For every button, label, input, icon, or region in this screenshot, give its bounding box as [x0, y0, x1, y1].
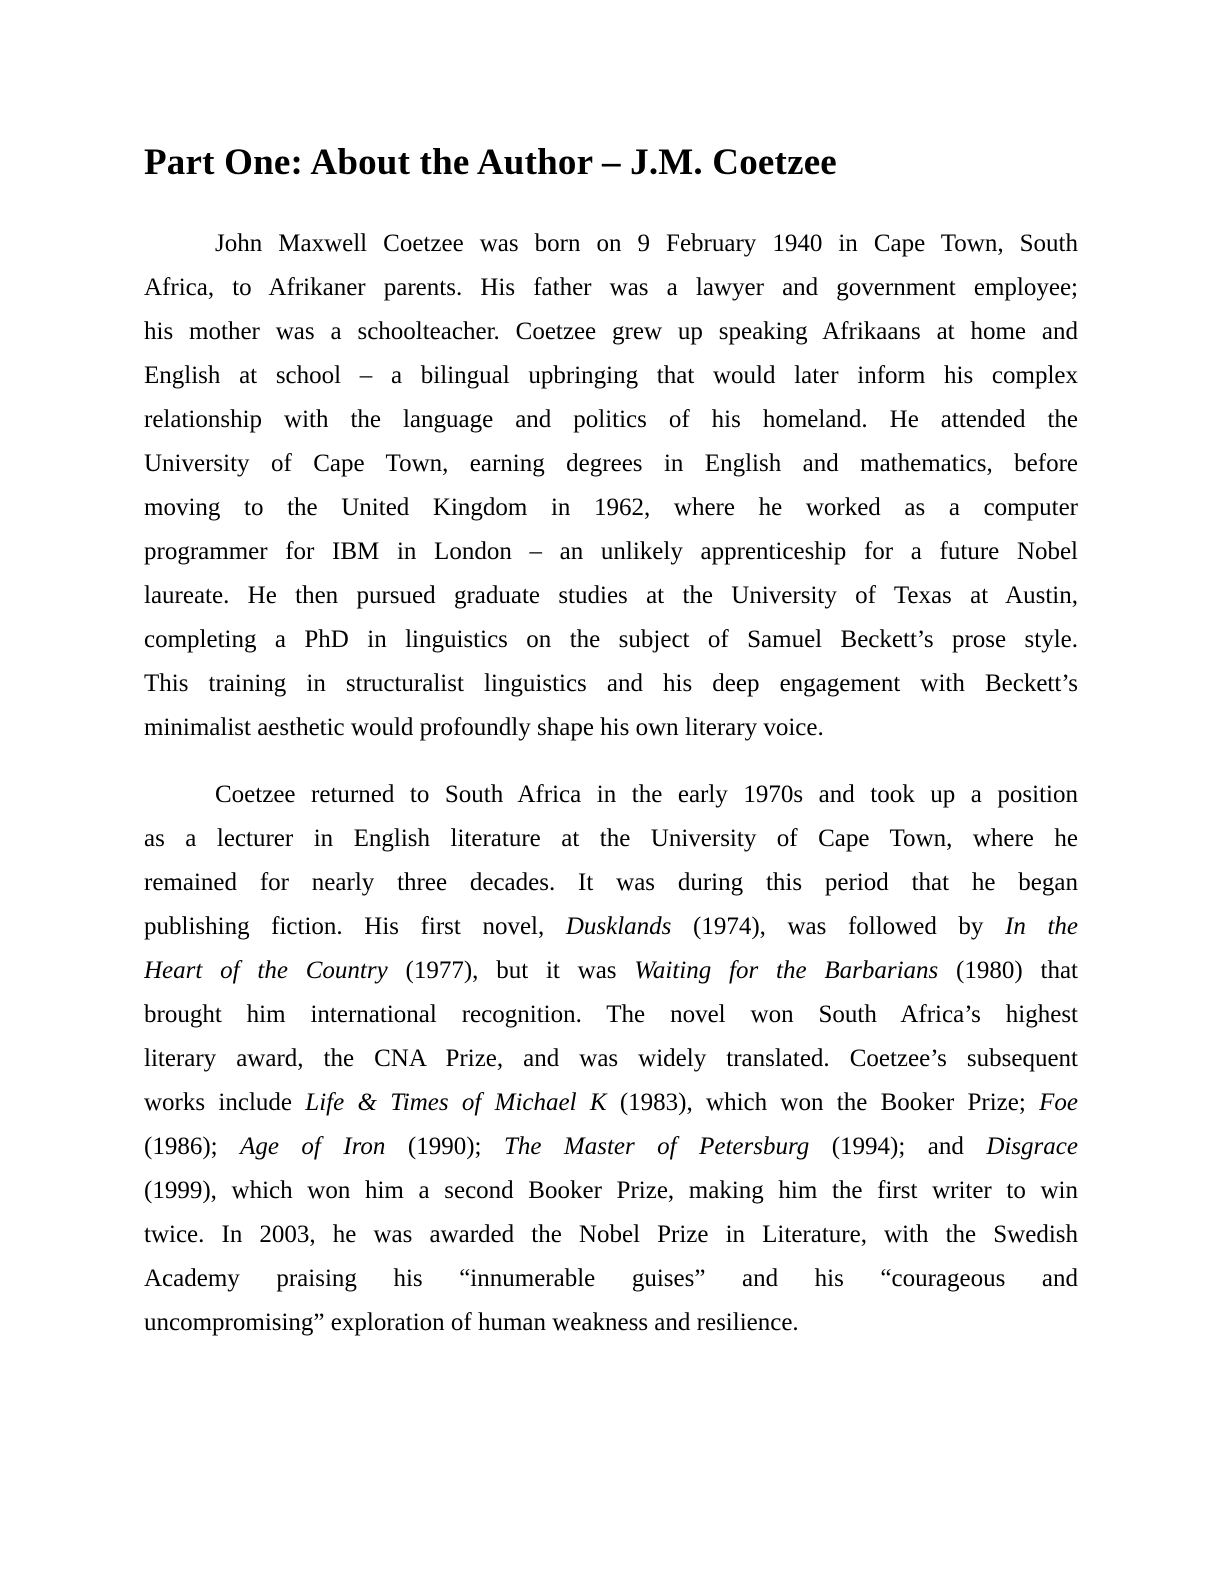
text-line — [144, 574, 1078, 618]
book-title-italic: Dusklands — [565, 913, 672, 940]
text-line — [144, 442, 1078, 486]
book-title-italic: Disgrace — [986, 1133, 1078, 1160]
text-segment: literary award, the CNA Prize, and was widely translated. Coetzee’s subsequent — [144, 1045, 1078, 1072]
text-segment: (1983), which won the Booker Prize; — [606, 1089, 1040, 1116]
text-line — [144, 1125, 1078, 1169]
text-line — [144, 861, 1078, 905]
book-title-italic: In the — [1005, 913, 1078, 940]
text-segment: University of Cape Town, earning degrees in English and mathematics, before — [144, 450, 1078, 477]
book-title-italic: The Master of Petersburg — [503, 1133, 810, 1160]
text-segment: This training in structuralist linguistics and his deep engagement with Beckett’s — [144, 670, 1078, 697]
text-line — [144, 486, 1078, 530]
book-title-italic: Heart of the Country — [144, 957, 388, 984]
text-segment: Africa, to Afrikaner parents. His father was a lawyer and government employee; — [144, 274, 1078, 301]
text-segment: as a lecturer in English literature at the University of Cape Town, where he — [144, 825, 1078, 852]
text-line — [144, 354, 1078, 398]
text-line — [144, 662, 1078, 706]
text-line — [144, 266, 1078, 310]
page-title: Part One: About the Author – J.M. Coetzee — [144, 142, 837, 183]
text-line — [144, 905, 1078, 949]
book-title-italic: Life & Times of Michael K — [305, 1089, 607, 1116]
text-segment: (1974), was followed by — [671, 913, 1006, 940]
text-segment: brought him international recognition. The novel won South Africa’s highest — [144, 1001, 1078, 1028]
text-line — [144, 310, 1078, 354]
text-line — [144, 1169, 1078, 1213]
text-segment: twice. In 2003, he was awarded the Nobel Prize in Literature, with the Swedish — [144, 1221, 1078, 1248]
text-segment: programmer for IBM in London – an unlikely apprenticeship for a future Nobel — [144, 538, 1078, 565]
text-line — [144, 1213, 1078, 1257]
text-segment: remained for nearly three decades. It was during this period that he began — [144, 869, 1078, 896]
text-line — [144, 949, 1078, 993]
book-title-italic: Age of Iron — [240, 1133, 386, 1160]
text-segment: his mother was a schoolteacher. Coetzee grew up speaking Afrikaans at home and — [144, 318, 1078, 345]
text-segment: Academy praising his “innumerable guises” and his “courageous and — [144, 1265, 1078, 1292]
text-segment: (1994); and — [809, 1133, 987, 1160]
text-segment: Coetzee returned to South Africa in the early 1970s and took up a position — [215, 781, 1078, 808]
paragraph — [144, 773, 1078, 1345]
text-segment: (1977), but it was — [387, 957, 635, 984]
text-line — [144, 222, 1078, 266]
text-segment: publishing fiction. His first novel, — [144, 913, 566, 940]
text-segment: relationship with the language and politics of his homeland. He attended the — [144, 406, 1078, 433]
text-segment: uncompromising” exploration of human weakness and resilience. — [144, 1309, 799, 1336]
paragraph — [144, 222, 1078, 750]
text-line — [144, 618, 1078, 662]
text-segment: (1999), which won him a second Booker Prize, making him the first writer to win — [144, 1177, 1078, 1204]
text-line — [144, 1257, 1078, 1301]
text-line — [144, 993, 1078, 1037]
text-line — [144, 706, 1078, 750]
text-line — [144, 398, 1078, 442]
text-segment: (1990); — [385, 1133, 504, 1160]
text-segment: completing a PhD in linguistics on the subject of Samuel Beckett’s prose style. — [144, 626, 1078, 653]
book-title-italic: Waiting for the Barbarians — [634, 957, 939, 984]
text-line — [144, 1037, 1078, 1081]
text-segment: (1986); — [144, 1133, 241, 1160]
text-segment: minimalist aesthetic would profoundly shape his own literary voice. — [144, 714, 824, 741]
document-body — [144, 222, 1078, 1345]
text-line — [144, 773, 1078, 817]
text-segment: laureate. He then pursued graduate studies at the University of Texas at Austin, — [144, 582, 1078, 609]
text-segment: (1980) that — [938, 957, 1078, 984]
text-segment: moving to the United Kingdom in 1962, where he worked as a computer — [144, 494, 1078, 521]
text-line — [144, 1301, 1078, 1345]
text-segment: works include — [144, 1089, 306, 1116]
text-line — [144, 817, 1078, 861]
text-line — [144, 1081, 1078, 1125]
text-segment: John Maxwell Coetzee was born on 9 February 1940 in Cape Town, South — [215, 230, 1078, 257]
text-line — [144, 530, 1078, 574]
text-segment: English at school – a bilingual upbringing that would later inform his complex — [144, 362, 1078, 389]
book-title-italic: Foe — [1039, 1089, 1078, 1116]
